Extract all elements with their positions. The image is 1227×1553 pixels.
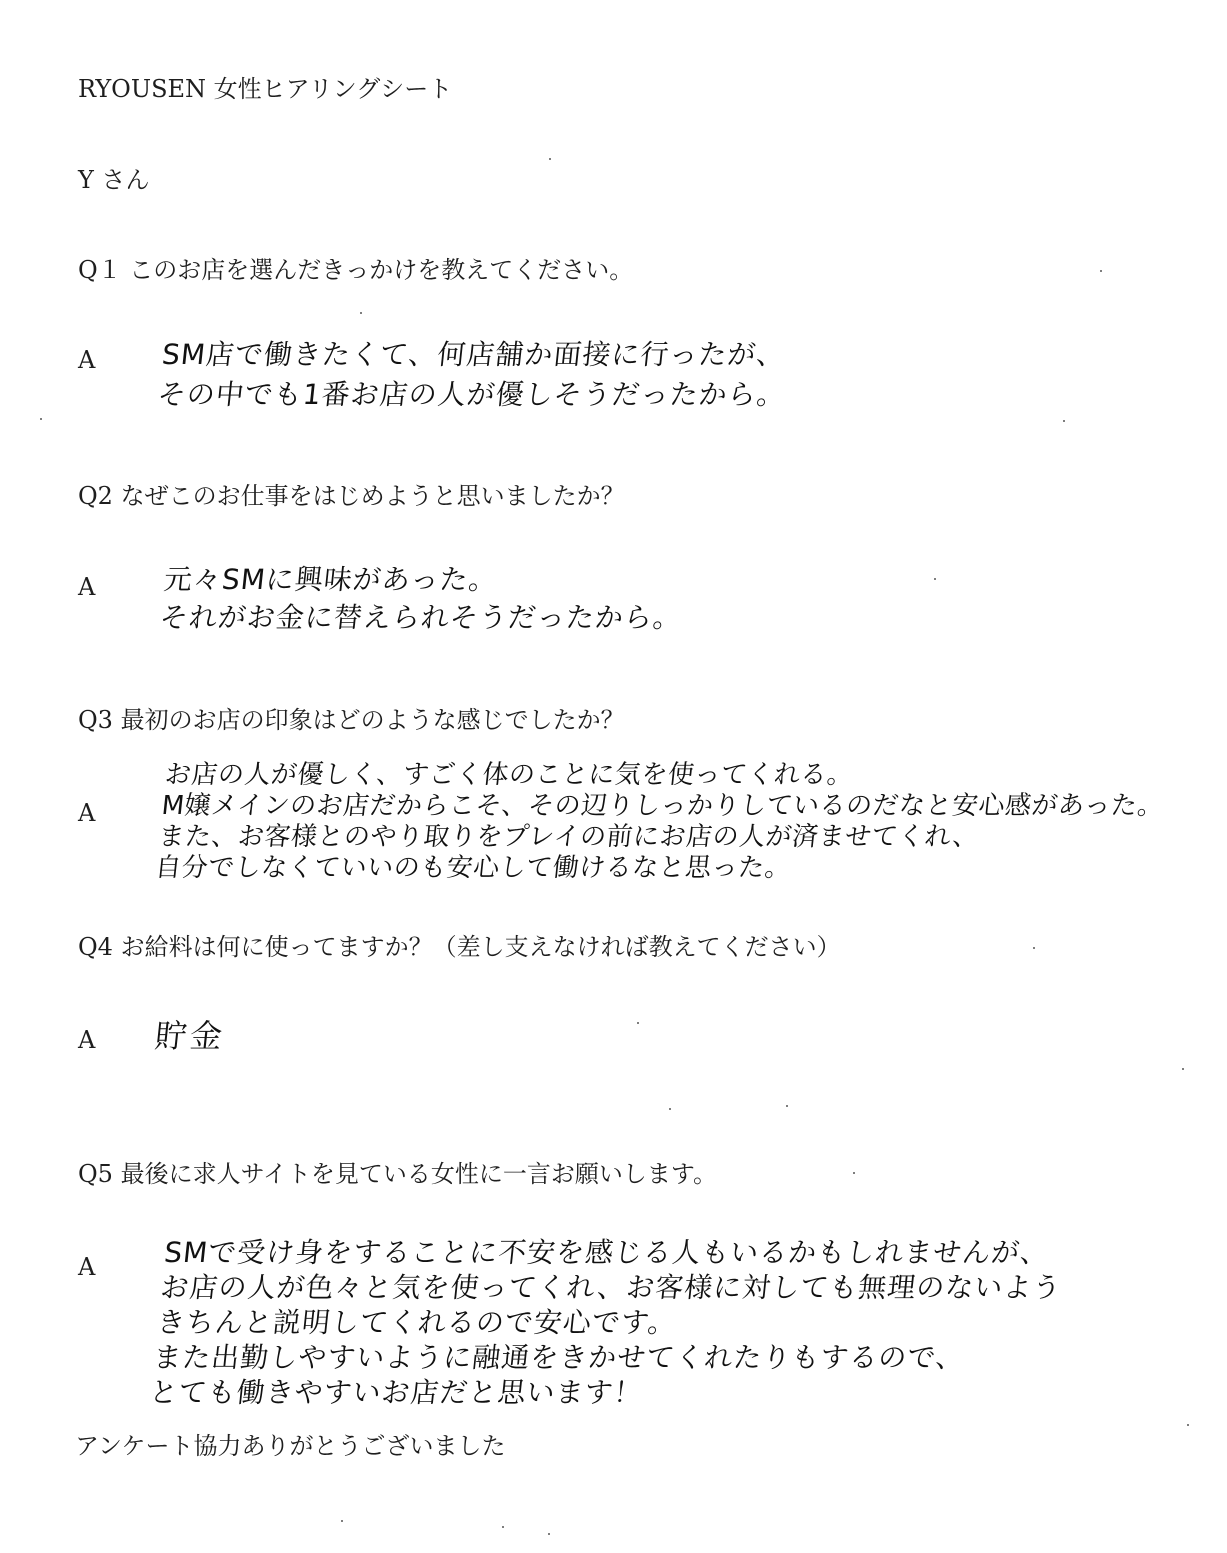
answer-4 [153,1018,227,1054]
scan-speck [40,418,42,420]
answer-5-line-5: とても働きやすいお店だと思います！ [147,1376,645,1409]
answer-5-line-3: きちんと説明してくれるので安心です。 [155,1306,679,1339]
scan-speck [1100,270,1102,272]
scan-speck [341,1520,343,1522]
answer-label-4: A [78,1026,96,1054]
answer-2 [158,563,687,634]
answer-3-line-4: 自分でしなくていいのも安心して働けるなと思った。 [153,853,793,883]
scan-speck [669,1108,671,1110]
answer-2-line-2: それがお金に替えられそうだったから。 [158,601,684,634]
scan-speck [1182,1068,1184,1070]
answer-5-line-4: また出勤しやすいように融通をきかせてくれたりもするので、 [151,1341,967,1374]
answer-5 [148,1236,1067,1409]
scan-speck [786,1105,788,1107]
answer-2-line-1: 元々SMに興味があった。 [162,563,500,596]
sheet-title: RYOUSEN 女性ヒアリングシート [78,75,453,103]
answer-label-1: A [78,346,96,374]
answer-5-line-2: お店の人が色々と気を使ってくれ、お客様に対しても無理のないよう [158,1271,1064,1304]
scan-speck [548,1533,550,1535]
answer-3-line-1: お店の人が優しく、すごく体のことに気を使ってくれる。 [163,760,856,790]
answer-3-line-2: M嬢メインのお店だからこそ、その辺りしっかりしているのだなと安心感があった。 [160,791,1166,821]
scan-speck [853,1172,855,1174]
thanks-note: アンケート協力ありがとうございました [75,1432,506,1460]
answer-1-line-1: SM店で働きたくて、何店舗か面接に行ったが、 [160,338,788,371]
answer-label-5: A [78,1253,96,1281]
question-5: Q5 最後に求人サイトを見ている女性に一言お願いします。 [78,1160,717,1188]
question-4: Q4 お給料は何に使ってますか？（差し支えなければ教えてください） [78,933,841,961]
scan-speck [360,312,362,314]
answer-4-line-1: 貯金 [153,1017,228,1055]
answer-1-line-2: その中でも1番お店の人が優しそうだったから。 [156,378,788,411]
scan-speck [934,578,936,580]
answer-label-2: A [78,573,96,601]
scan-speck [1063,420,1065,422]
answer-label-3: A [78,799,96,827]
question-3: Q3 最初のお店の印象はどのような感じでしたか？ [78,706,625,734]
question-1: Q１ このお店を選んだきっかけを教えてください。 [78,256,634,284]
answer-1 [156,338,792,411]
respondent-name: Y さん [78,166,150,194]
scan-speck [637,1022,639,1024]
scan-speck [549,158,551,160]
scan-speck [1033,947,1035,949]
scan-speck [1187,1424,1189,1426]
answer-3 [153,760,1168,884]
scan-speck [502,1526,504,1528]
answer-3-line-3: また、お客様とのやり取りをプレイの前にお店の人が済ませてくれ、 [156,822,981,852]
answer-5-line-1: SMで受け身をすることに不安を感じる人もいるかもしれませんが、 [162,1236,1052,1269]
question-2: Q2 なぜこのお仕事をはじめようと思いましたか？ [78,482,625,510]
